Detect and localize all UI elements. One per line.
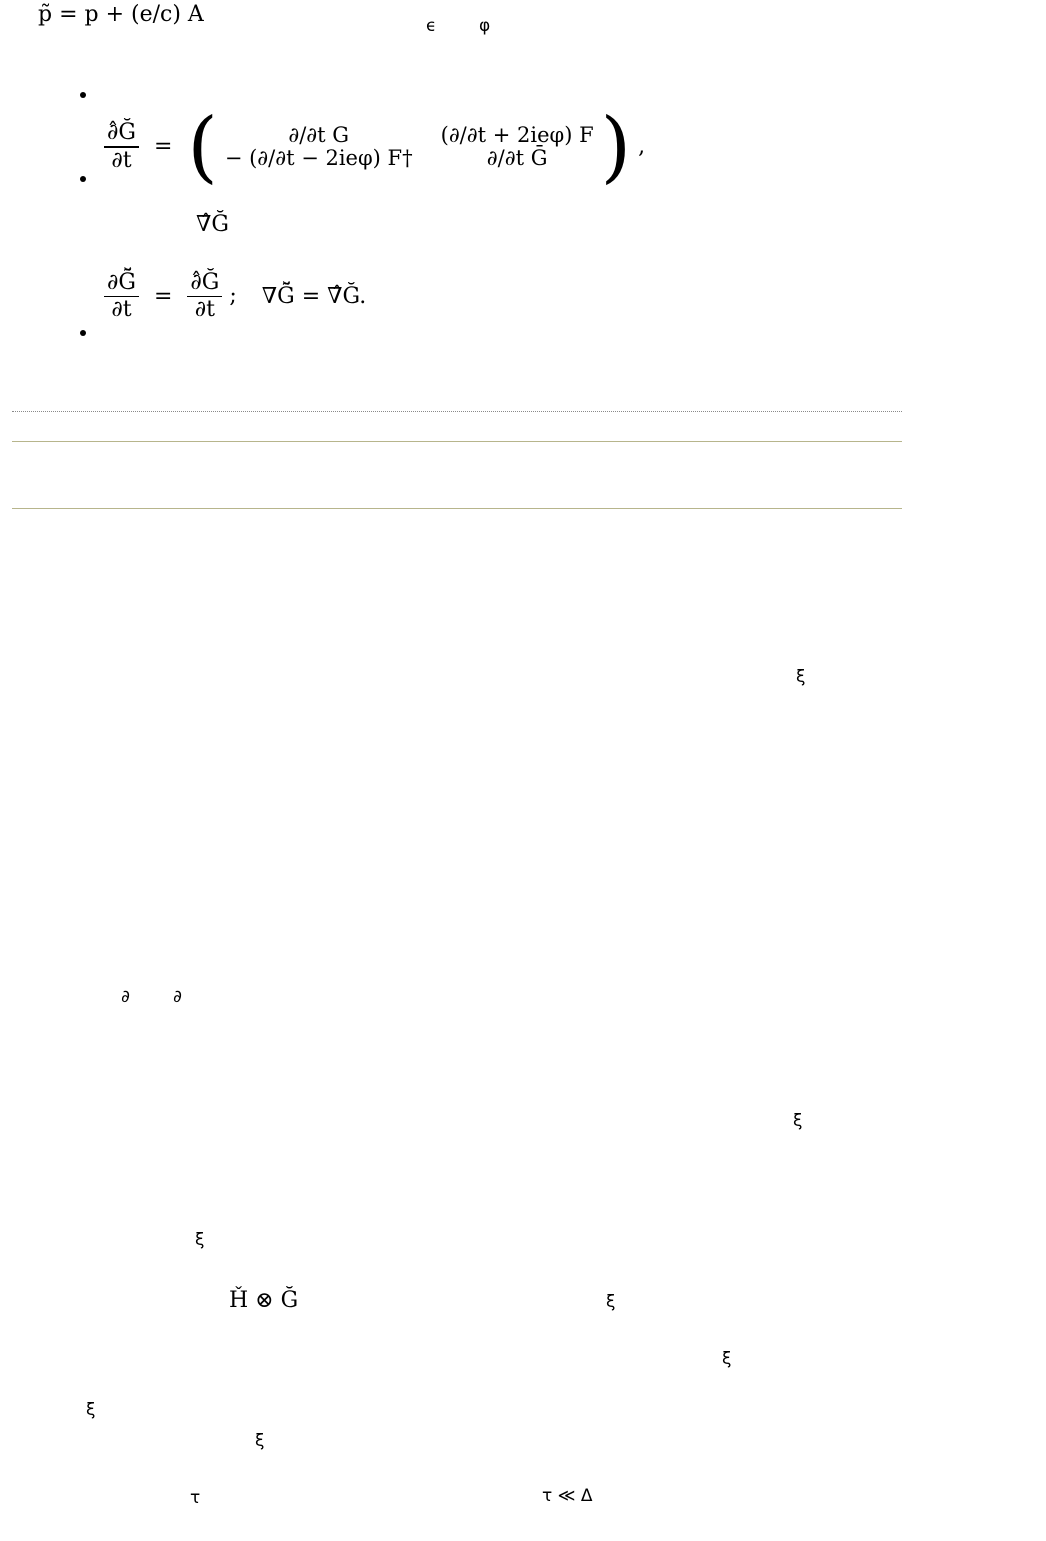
xi-symbol-7: ξ <box>255 1431 265 1451</box>
matrix-cell-21: − (∂/∂t − 2ieφ) F† <box>224 146 413 170</box>
list-bullet-eq2 <box>80 330 86 336</box>
xi-symbol-1: ξ <box>796 667 806 687</box>
momentum-equation: p̃ = p + (e/c) A <box>38 2 204 27</box>
list-bullet-eq1 <box>80 176 86 182</box>
list-bullet-empty <box>80 92 86 98</box>
tensor-product-expression: Ȟ ⊗ Ğ <box>229 1288 299 1313</box>
partial-symbol-2: ∂ <box>173 987 182 1007</box>
equation-time-derivative-matrix: $\frac{\partial̂Ğ}{\partial t}$ = ( ∂/∂t G (∂/∂t + 2ieφ) F − (∂/∂t − 2ieφ) F† ∂/∂t Ḡ ) , <box>104 108 645 186</box>
xi-symbol-6: ξ <box>86 1400 96 1420</box>
matrix-cell-22: ∂/∂t Ḡ <box>486 146 548 170</box>
xi-symbol-3: ξ <box>195 1230 205 1250</box>
tau-much-less-delta: τ ≪ Δ <box>542 1486 593 1506</box>
separator-dotted <box>12 411 902 412</box>
xi-symbol-5: ξ <box>722 1349 732 1369</box>
xi-symbol-2: ξ <box>793 1111 803 1131</box>
eq1-lhs-fraction: $\frac{\partial̂Ğ}{\partial t}$ <box>104 122 139 171</box>
separator-olive-bottom <box>12 508 902 509</box>
phi-symbol: φ <box>479 16 491 36</box>
matrix-cell-11: ∂/∂t G <box>288 123 350 147</box>
eq1-matrix <box>225 125 594 169</box>
xi-symbol-4: ξ <box>606 1292 616 1312</box>
separator-olive-top <box>12 441 902 442</box>
equation-gauge-relation: $\frac{\partial G̃̆}{\partial t}$ = $\frac{\partial̂Ğ}{\partial t}$ ; ∇G̃̆ = ∇̂Ğ. <box>104 272 366 321</box>
inline-gradient-symbol: ∇̂Ğ <box>196 212 229 237</box>
partial-symbol-1: ∂ <box>121 987 130 1007</box>
epsilon-symbol: ϵ <box>426 16 437 36</box>
matrix-cell-12: (∂/∂t + 2ieφ) F <box>440 123 594 147</box>
tau-symbol: τ <box>190 1488 201 1508</box>
